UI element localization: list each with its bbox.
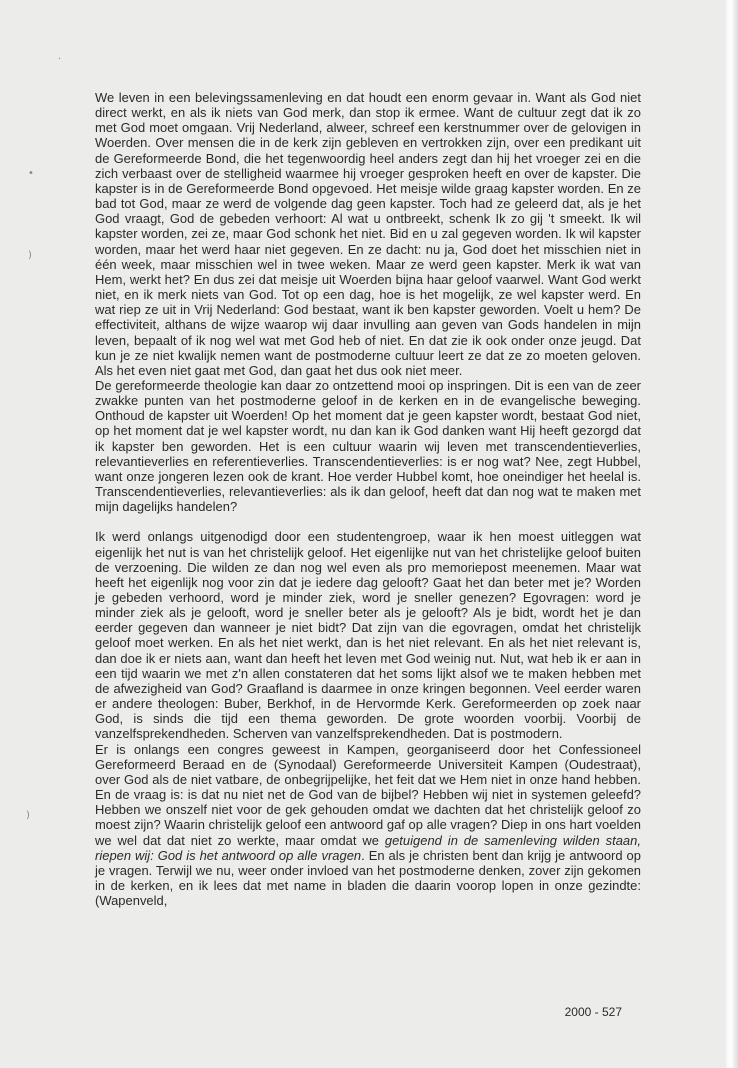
margin-mark: ) [28, 250, 32, 261]
page-number: 2000 - 527 [564, 1005, 622, 1019]
paragraph [95, 742, 641, 909]
italic-quote: getuigend in de samenleving wilden staan, riepen wij: God is het antwoord op alle vragen [95, 832, 641, 863]
paragraph: Ik werd onlangs uitgenodigd door een studentengroep, waar ik hen moest uitleggen wat eigenlijk het nut is van het christelijk geloof. Het eigenlijke nut van het christelijke geloof buiten de verzoening. Die wilden ze dan nog wel even als pro memoriepost meenemen. Maar wat heeft het eigenlijk nog voor zin dat je iedere dag gelooft? Gaat het dan beter met je? Worden je gebeden verhoord, word je minder ziek, word je sneller genezen? Egovragen: word je minder ziek als je gelooft, word je sneller beter als je gelooft? Als je bidt, wordt het je dan eerder gegeven dan wanneer je niet bidt? Dat zijn van die egovragen, omdat het christelijk geloof moet werken. En als het niet werkt, dan is het niet relevant. En als het niet relevant is, dan doe ik er niets aan, want dan heeft het leven met God weinig nut. Nut, wat heb ik er aan in een tijd waarin we met z'n allen constateren dat het soms lijkt alsof we te maken hebben met de afwezigheid van God? Graafland is daarmee in onze kringen begonnen. Veel eerder waren er andere theologen: Buber, Berkhof, in de Hervormde Kerk. Gereformeerden op zoek naar God, is sinds die tijd een thema geworden. De grote woorden voorbij. Voorbij de vanzelfsprekendheden. Scherven van vanzelfsprekendheden. Dat is postmodern. [95, 529, 641, 742]
body-text [95, 90, 641, 908]
margin-mark: • [28, 168, 34, 179]
margin-mark: ) [26, 810, 30, 821]
paragraph: We leven in een belevingssamenleving en dat houdt een enorm gevaar in. Want als God niet direct werkt, en als ik niets van God merk, dan stop ik ermee. Want de cultuur zegt dat ik zo met God moet omgaan. Vrij Nederland, alweer, schreef een kerstnummer over de gelovigen in Woerden. Over mensen die in de kerk zijn gebleven en vertrokken zijn, over een predikant uit de Gereformeerde Bond, die het tegenwoordig heel anders zegt dan hij het vroeger zei en die zich verbaast over de stelligheid waarmee hij vroeger gesproken heeft en over de kapster. Die kapster is in de Gereformeerde Bond opgevoed. Het meisje wilde graag kapster worden. En ze bad tot God, maar ze werd de volgende dag geen kapster. Toch had ze geleerd dat, als je het God vraagt, God de gebeden verhoort: Al wat u ontbreekt, schenk Ik zo gij 't smeekt. Ik wil kapster worden, zei ze, maar God schonk het niet. Bid en u zal gegeven worden. Ik wil kapster worden, maar het werd haar niet gegeven. En ze dacht: nu ja, God doet het misschien niet in één week, maar misschien wel in twee weken. Maar ze werd geen kapster. Merk ik wat van Hem, werkt het? En dus zei dat meisje uit Woerden bijna haar geloof vaarwel. Want God werkt niet, en ik merk niets van God. Tot op een dag, hoe is het mogelijk, ze wel kapster werd. En wat riep ze uit in Vrij Nederland: God bestaat, want ik ben kapster geworden. Voelt u hem? De effectiviteit, althans de wijze waarop wij daar invulling aan geven van Gods handelen in mijn leven, bepaalt of ik nog wel wat met God heb of niet. En dat zie ik ook onder onze jeugd. Dat kun je ze niet kwalijk nemen want de postmoderne cultuur leert ze dat ze zo moeten geloven. Als het even niet gaat met God, dan gaat het dus ook niet meer. [95, 90, 641, 378]
paragraph-text: . En als je christen bent dan krijg je antwoord op je vragen. Terwijl we nu, weer onder invloed van het postmoderne denken, zover zijn gekomen in de kerken, en ik lees dat met name in bladen die daarin voorop lopen in onze gezindte: (Wapenveld, [95, 847, 641, 909]
paragraph: De gereformeerde theologie kan daar zo ontzettend mooi op inspringen. Dit is een van de zeer zwakke punten van het postmoderne geloof in de kerken en in de evangelische beweging. Onthoud de kapster uit Woerden! Op het moment dat je geen kapster wordt, bestaat God niet, op het moment dat je wel kapster wordt, nu dan kan ik God danken want Hij heeft gezorgd dat ik kapster ben geworden. Het is een cultuur waarin wij leven met transcendentieverlies, relevantieverlies en referentieverlies. Transcendentieverlies: is er nog wat? Nee, zegt Hubbel, want onze jongeren lezen ook de krant. Hoe verder Hubbel komt, hoe oneindiger het heelal is. Transcendentieverlies, relevantieverlies: als ik dan geloof, heeft dat dan nog wat te maken met mijn dagelijks handelen? [95, 377, 641, 515]
paragraph-text: Er is onlangs een congres geweest in Kampen, georganiseerd door het Confessioneel Gereformeerd Beraad en de (Synodaal) Gereformeerde Universiteit Kampen (Oudestraat), over God als de niet vatbare, de onbegrijpelijke, het feit dat we Hem niet in onze hand hebben. En de vraag is: is dat nu niet net de God van de bijbel? Hebben wij niet in systemen geleefd? Hebben we onszelf niet voor de gek gehouden omdat we dachten dat het christelijk geloof zo moest zijn? Waarin christelijk geloof een antwoord gaf op alle vragen? Diep in ons hart voelden we wel dat dat niet zo werkte, maar omdat we [95, 741, 641, 848]
page-edge [726, 0, 738, 1068]
margin-mark-top: · [58, 54, 62, 65]
